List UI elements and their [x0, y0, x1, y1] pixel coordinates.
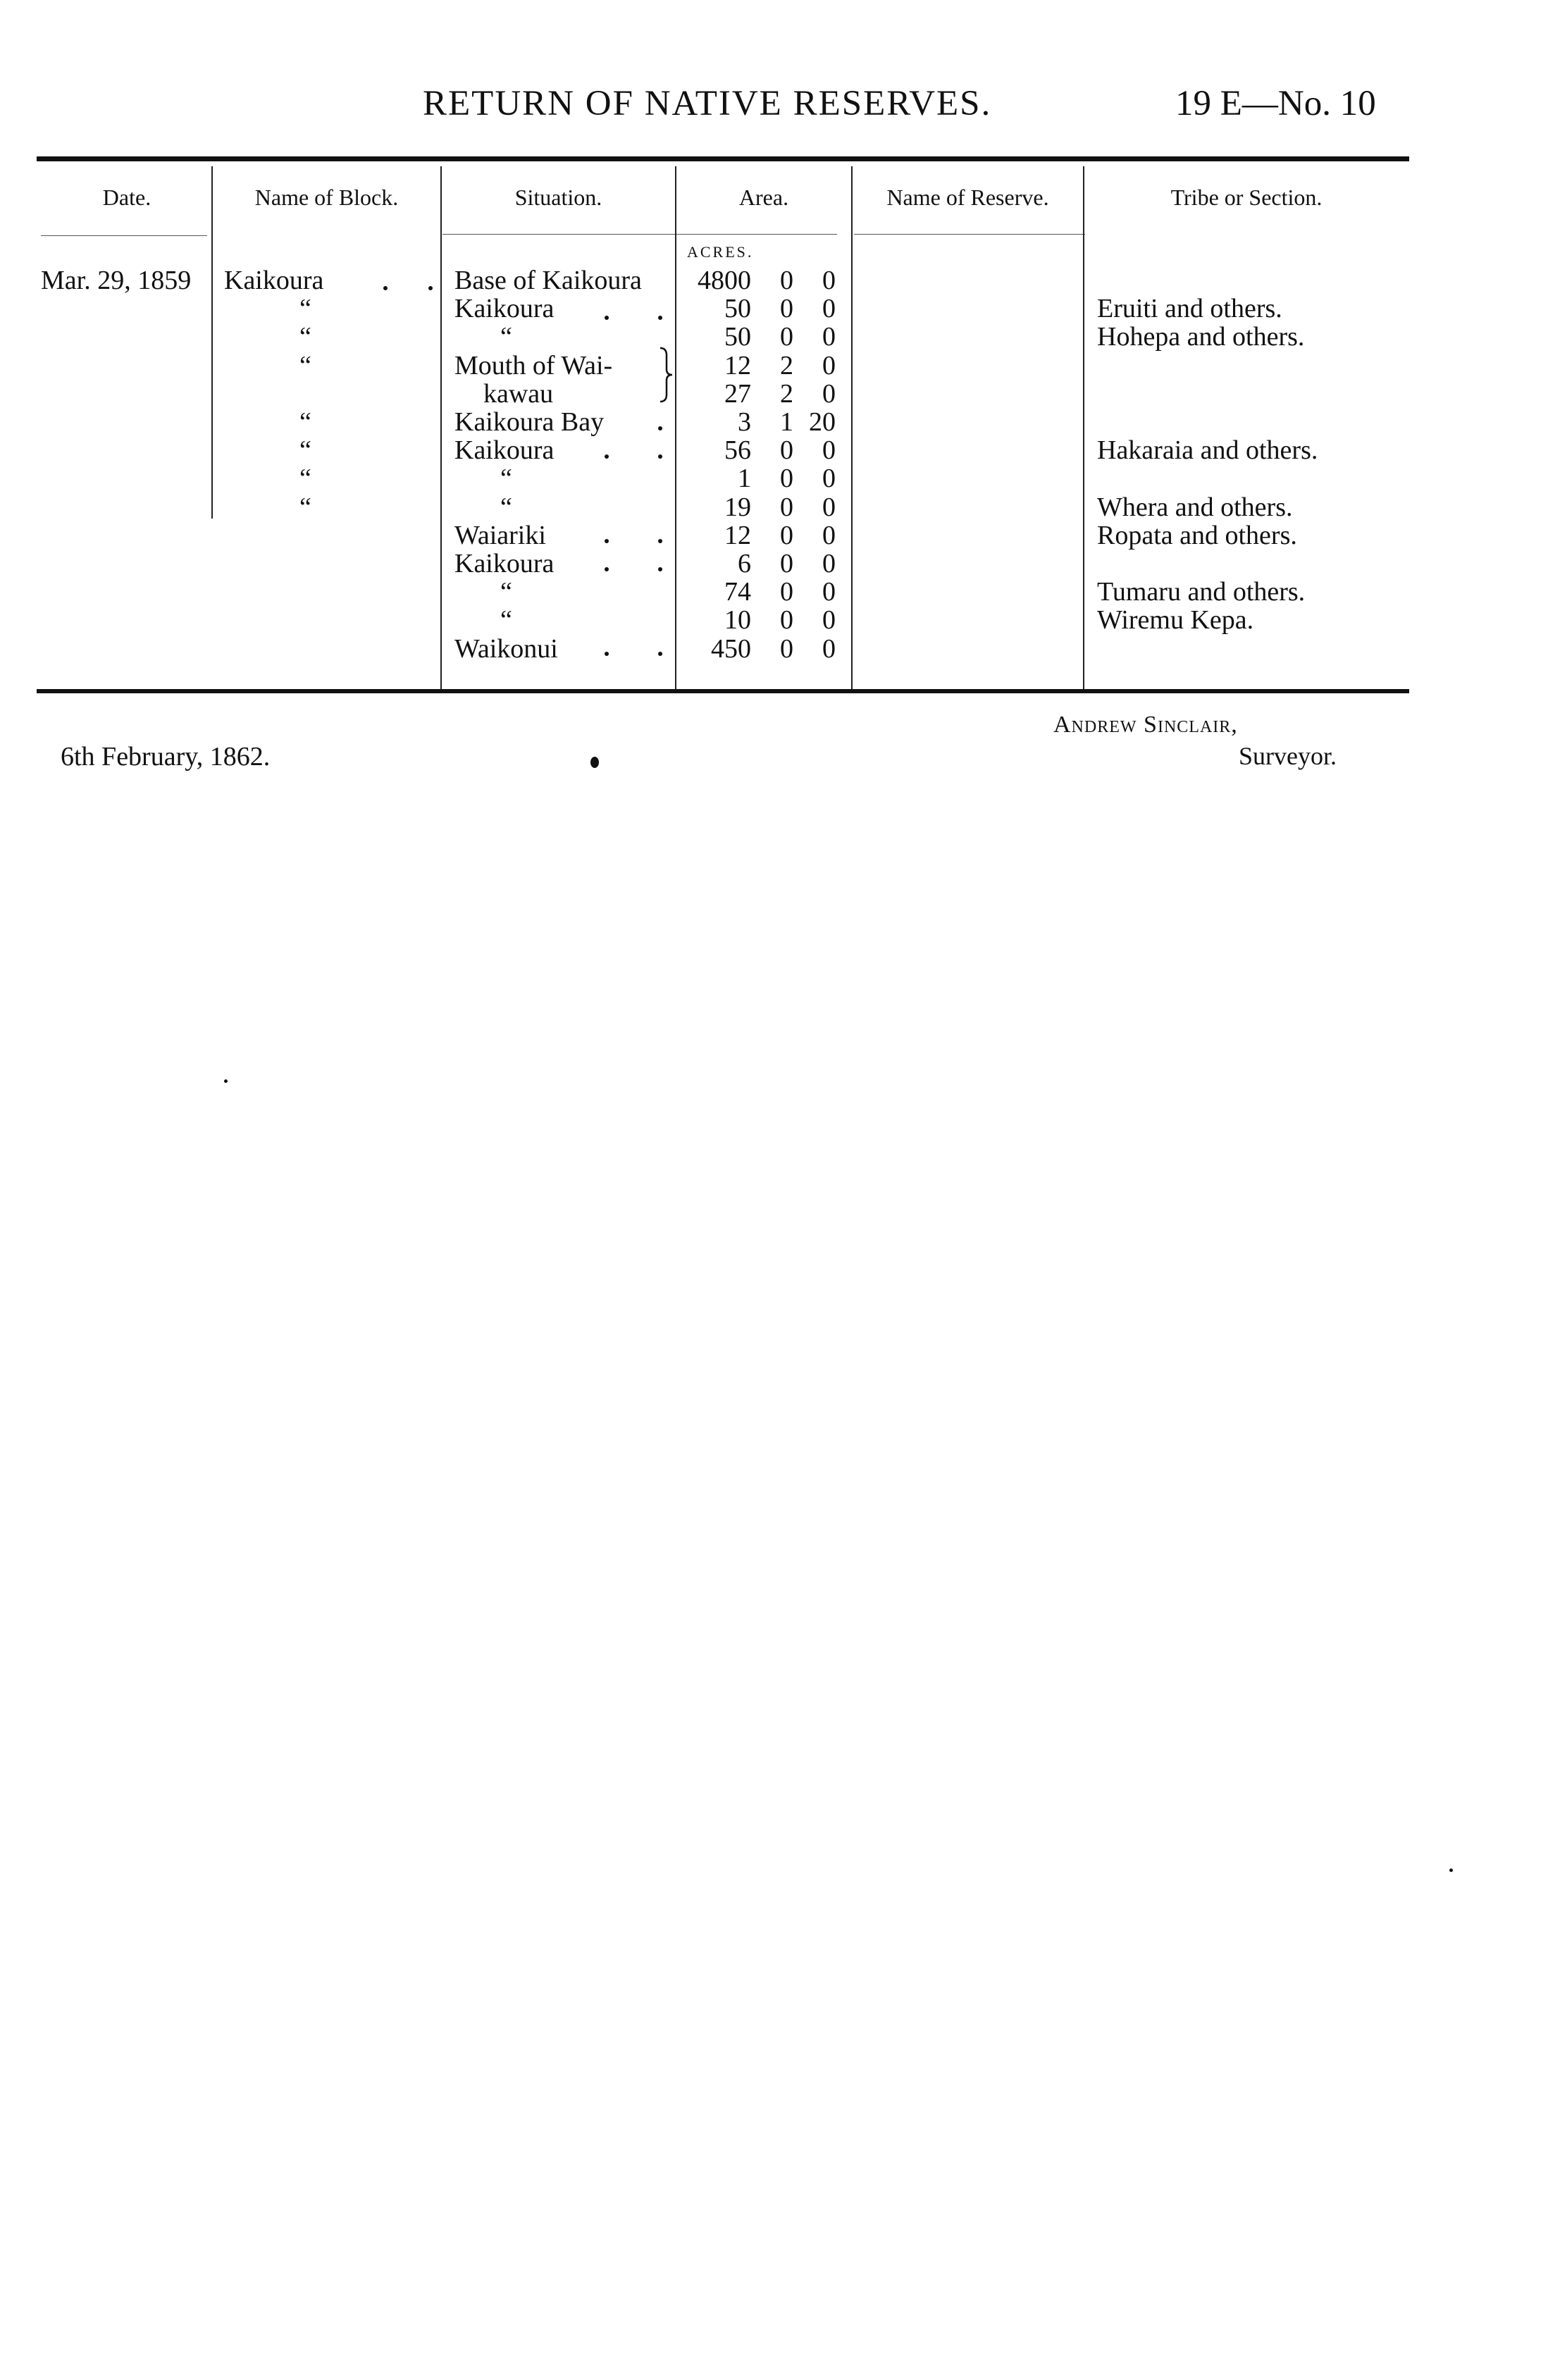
row-area-perches: 0: [822, 294, 836, 323]
column-header-tribe: Tribe or Section.: [1170, 185, 1323, 210]
row-area-roods: 0: [780, 549, 793, 578]
row-tribe: Ropata and others.: [1097, 521, 1297, 550]
row-area-perches: 0: [822, 605, 836, 635]
row-block: “: [299, 464, 311, 493]
header-underline-reserve: [854, 234, 1085, 235]
column-header-area: Area.: [738, 185, 789, 210]
leader-dot: [658, 426, 662, 430]
leader-dot: [605, 652, 609, 656]
row-area-acres: 56: [724, 435, 751, 465]
row-area-perches: 0: [822, 521, 836, 550]
row-area-perches: 0: [822, 492, 836, 522]
ink-speck: [1449, 1868, 1453, 1872]
row-area-perches: 0: [822, 266, 836, 295]
top-rule: [37, 156, 1409, 161]
leader-dot: [658, 316, 662, 320]
row-situation: “: [500, 492, 512, 522]
row-area-perches: 0: [822, 634, 836, 664]
leader-dot: [605, 567, 609, 571]
row-area-roods: 0: [780, 322, 793, 352]
row-situation: Waiariki: [454, 521, 546, 550]
signatory-title: Surveyor.: [1239, 742, 1337, 770]
row-area-acres: 4800: [698, 266, 751, 295]
column-divider-1: [211, 166, 213, 519]
row-area-acres: 74: [724, 577, 751, 607]
leader-dot: [658, 454, 662, 459]
row-area-roods: 0: [780, 634, 793, 664]
row-block: “: [299, 294, 311, 323]
leader-dot: [658, 539, 662, 543]
row-situation: Kaikoura Bay: [454, 407, 605, 437]
row-area-perches: 0: [822, 351, 836, 380]
row-area-roods: 0: [780, 266, 793, 295]
column-divider-3: [675, 166, 676, 689]
ink-speck: [224, 1079, 228, 1083]
signatory-name: Andrew Sinclair,: [1053, 712, 1238, 738]
row-area-roods: 0: [780, 605, 793, 635]
row-area-acres: 12: [724, 351, 751, 380]
row-block: “: [299, 407, 311, 437]
leader-dot: [383, 286, 388, 290]
column-header-situation: Situation.: [514, 185, 602, 210]
brace-icon: [658, 347, 674, 403]
row-area-roods: 0: [780, 492, 793, 522]
row-situation: “: [500, 605, 512, 635]
row-area-acres: 19: [724, 492, 751, 522]
row-tribe: Hakaraia and others.: [1097, 435, 1318, 465]
leader-dot: [605, 454, 609, 459]
row-situation: Waikonui: [454, 634, 558, 664]
row-block: “: [299, 322, 311, 352]
row-situation: kawau: [483, 379, 554, 409]
row-date: Mar. 29, 1859: [41, 266, 192, 295]
row-situation: Kaikoura: [454, 435, 555, 465]
row-block: “: [299, 492, 311, 522]
row-area-perches: 0: [822, 577, 836, 607]
header-underline-mid: [442, 234, 837, 235]
leader-dot: [658, 652, 662, 656]
leader-dot: [605, 316, 609, 320]
row-area-roods: 2: [780, 379, 793, 409]
row-area-acres: 12: [724, 521, 751, 550]
row-block: “: [299, 435, 311, 465]
row-area-acres: 1: [738, 464, 751, 493]
row-area-acres: 3: [738, 407, 751, 437]
row-area-perches: 0: [822, 549, 836, 578]
column-divider-4: [851, 166, 853, 689]
area-unit-label: ACRES.: [687, 243, 754, 261]
ink-speck: [590, 757, 599, 768]
row-area-acres: 50: [724, 322, 751, 352]
column-header-date: Date.: [102, 185, 151, 210]
page-title: RETURN OF NATIVE RESERVES.: [423, 84, 992, 123]
row-area-roods: 0: [780, 577, 793, 607]
row-situation: Kaikoura: [454, 294, 555, 323]
row-area-roods: 0: [780, 294, 793, 323]
row-situation: Base of Kaikoura: [454, 266, 642, 295]
row-tribe: Wiremu Kepa.: [1097, 605, 1254, 635]
row-area-roods: 0: [780, 521, 793, 550]
column-header-reserve: Name of Reserve.: [886, 185, 1049, 210]
column-header-block: Name of Block.: [254, 185, 399, 210]
row-situation: “: [500, 464, 512, 493]
row-area-roods: 2: [780, 351, 793, 380]
row-situation: “: [500, 322, 512, 352]
row-area-acres: 50: [724, 294, 751, 323]
row-tribe: Tumaru and others.: [1097, 577, 1306, 607]
row-area-acres: 450: [711, 634, 751, 664]
row-block: “: [299, 351, 311, 380]
column-divider-2: [440, 166, 442, 689]
header-underline-date: [41, 235, 207, 236]
row-area-acres: 6: [738, 549, 751, 578]
bottom-rule: [37, 689, 1409, 693]
leader-dot: [428, 286, 433, 290]
row-area-roods: 1: [780, 407, 793, 437]
row-area-perches: 0: [822, 435, 836, 465]
row-area-perches: 0: [822, 464, 836, 493]
leader-dot: [605, 539, 609, 543]
page-reference: 19 E—No. 10: [1175, 84, 1376, 123]
row-area-perches: 0: [822, 322, 836, 352]
row-situation: Kaikoura: [454, 549, 555, 578]
row-area-acres: 27: [724, 379, 751, 409]
row-area-perches: 20: [809, 407, 836, 437]
row-block: Kaikoura: [224, 266, 324, 295]
row-area-roods: 0: [780, 435, 793, 465]
leader-dot: [658, 567, 662, 571]
row-tribe: Eruiti and others.: [1097, 294, 1282, 323]
footer-date: 6th February, 1862.: [61, 742, 271, 771]
row-tribe: Hohepa and others.: [1097, 322, 1305, 352]
column-divider-5: [1083, 166, 1084, 689]
row-area-acres: 10: [724, 605, 751, 635]
row-area-perches: 0: [822, 379, 836, 409]
row-situation: “: [500, 577, 512, 607]
row-tribe: Whera and others.: [1097, 492, 1293, 522]
row-area-roods: 0: [780, 464, 793, 493]
row-situation: Mouth of Wai-: [454, 351, 613, 380]
